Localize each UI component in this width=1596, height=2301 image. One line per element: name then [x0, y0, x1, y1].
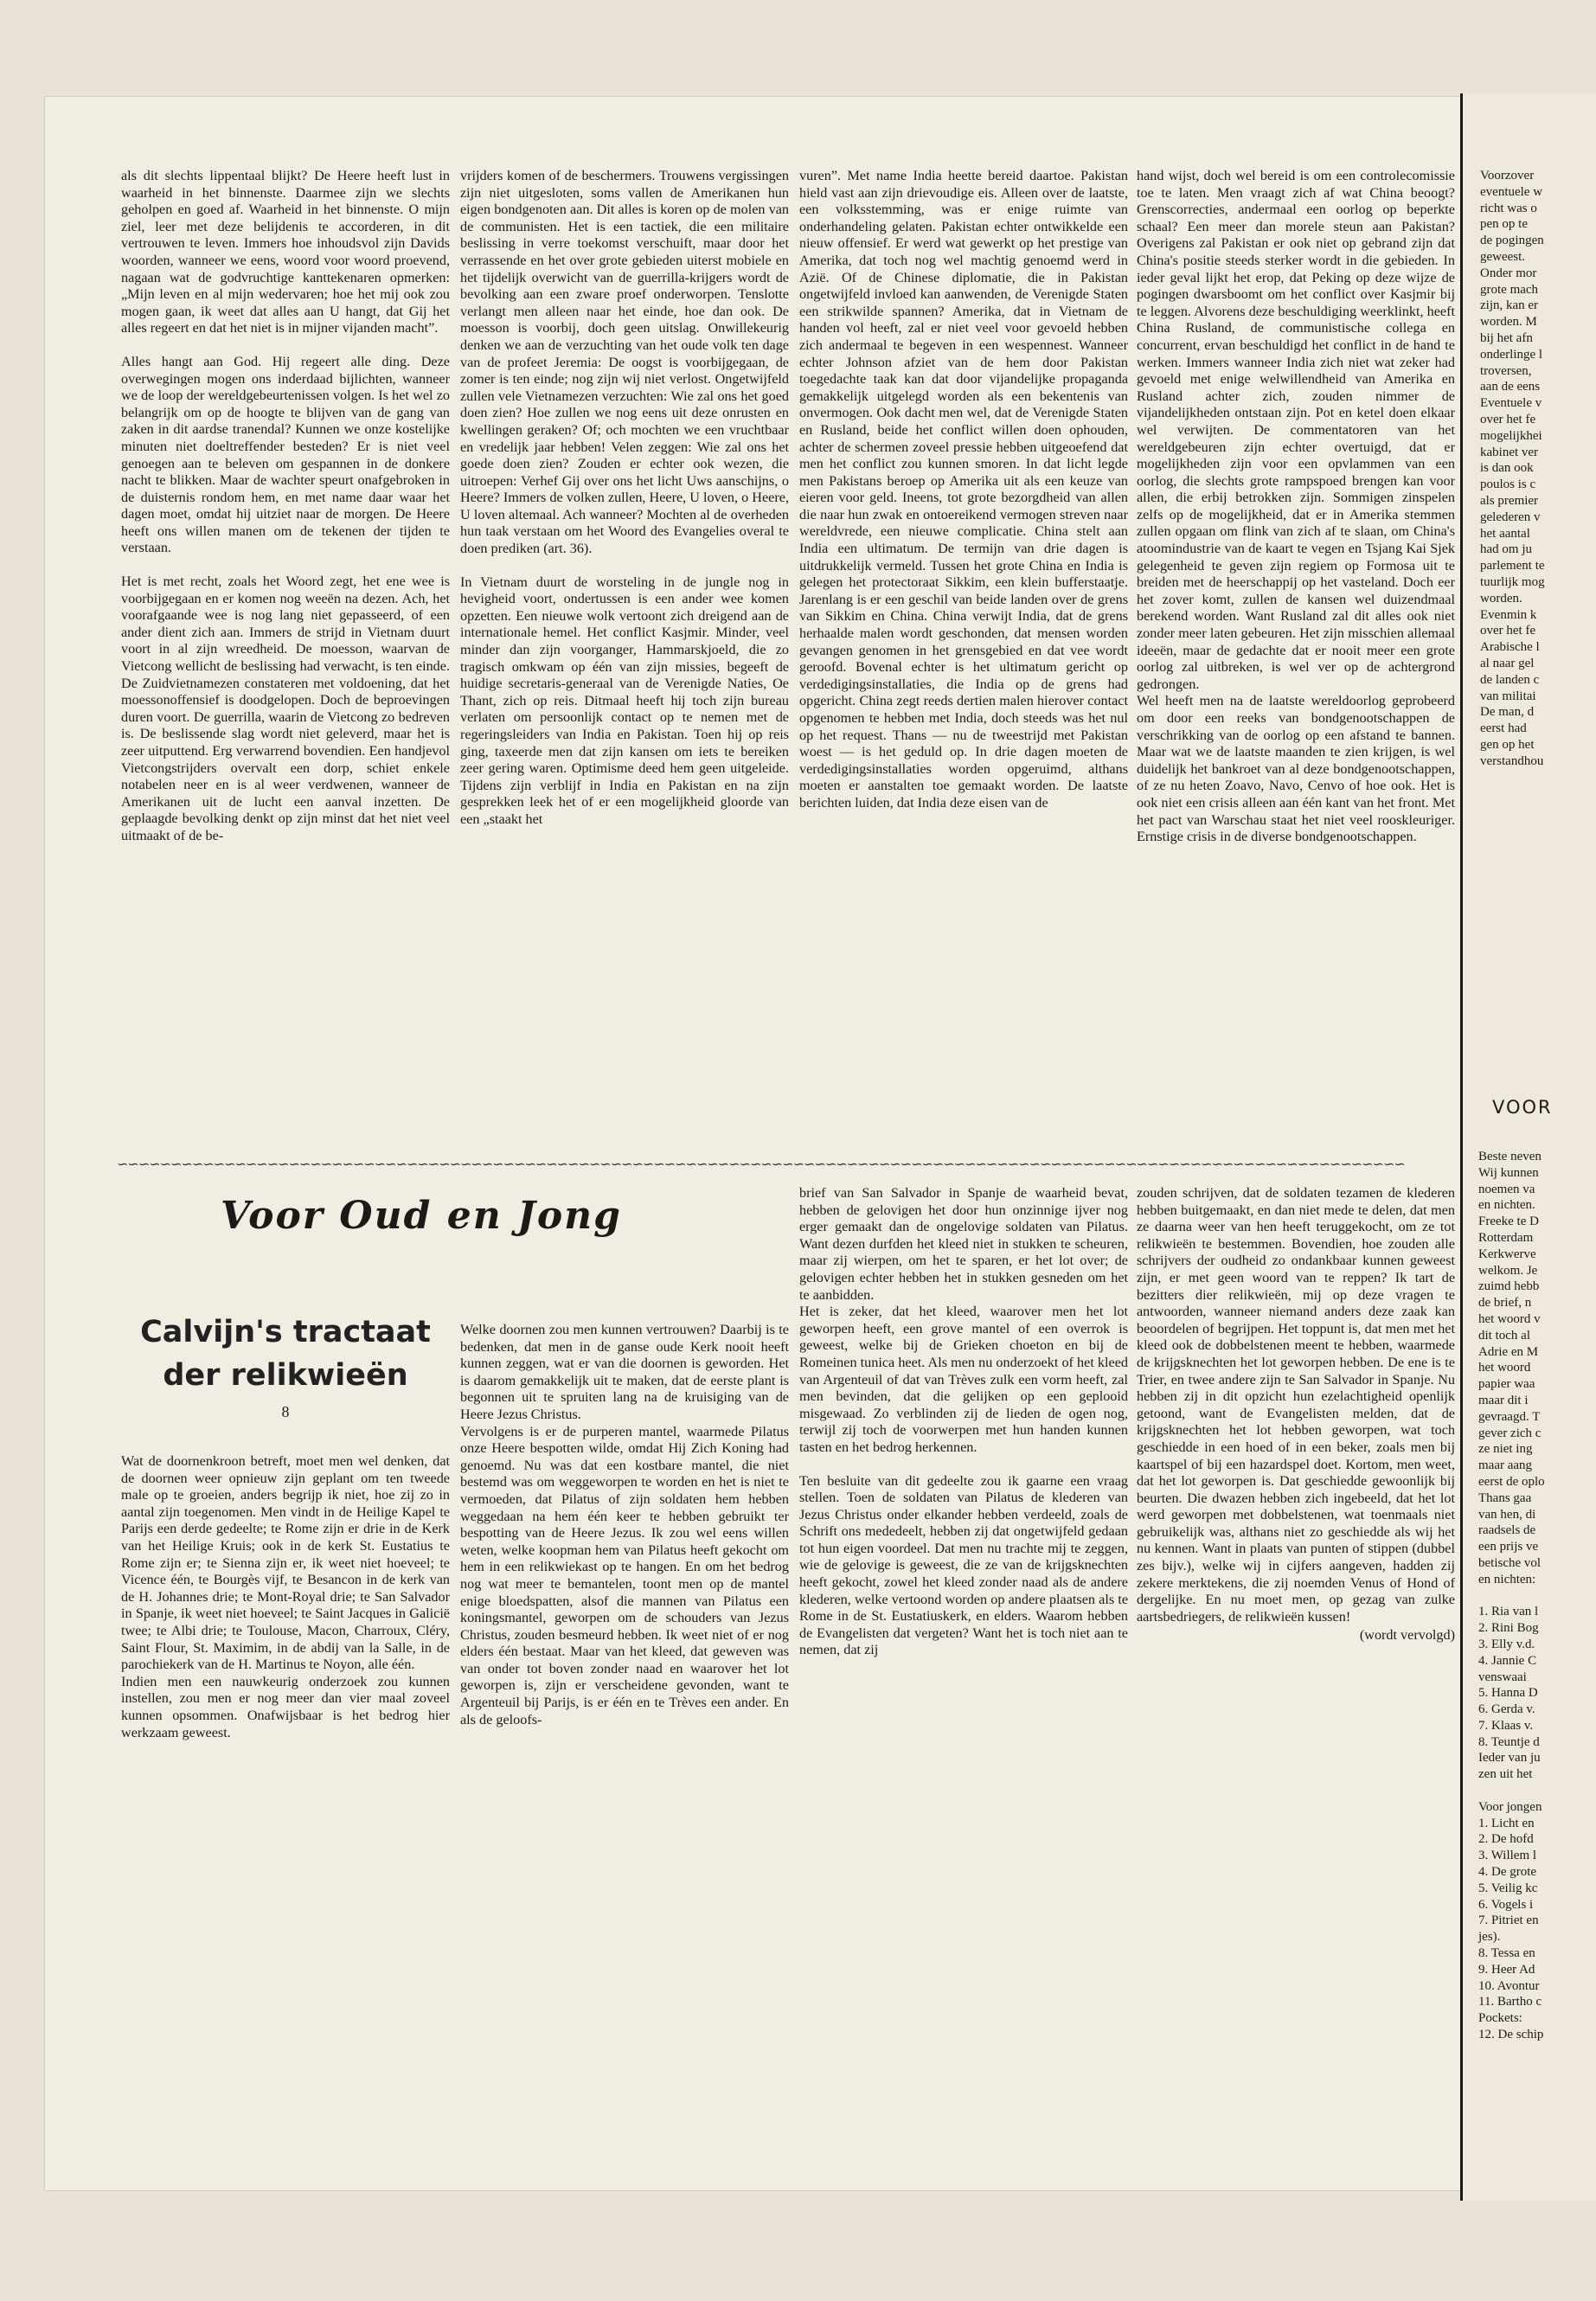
edge-text-line: 8. Tessa en	[1478, 1946, 1535, 1961]
adjacent-page-text-bottom	[1478, 1149, 1545, 2043]
edge-text-line: en nichten:	[1478, 1572, 1536, 1586]
edge-text-line: over het fe	[1480, 624, 1536, 638]
paragraph: als dit slechts lippentaal blijkt? De Heere heeft lust in waarheid in het binnenste. Daarmee zijn we slechts geholpen en goed af. Waarheid in het binnenste. O mijn ziel, leer met deze belijdenis te accorderen, in dit vertrouwen te leven. Immers hoe inhoudsvol zijn Davids woorden, wanneer we eens, woord voor woord proevend, nagaan wat de godvruchtige kanttekenaren opmerken: „Mijn leven en al mijn wedervaren; hoe het mij ook zou mogen gaan, ik weet dat alles aan U hangt, dat Gij het alles regeert en dat het niet is in mijner vijanden macht”.	[121, 168, 450, 336]
edge-text-line: Ieder van ju	[1478, 1751, 1541, 1766]
edge-text-line: tuurlijk mog	[1480, 574, 1545, 589]
edge-text-line: van hen, di	[1478, 1507, 1536, 1522]
edge-text-line: parlement te	[1480, 559, 1545, 574]
continued-note: (wordt vervolgd)	[1359, 1627, 1455, 1644]
adjacent-page-text-top	[1480, 168, 1545, 769]
paragraph: Alles hangt aan God. Hij regeert alle ding. Deze overwegingen mogen ons inderdaad bijlichten, wanneer we de loop der wereldgebeurtenissen volgen. Is het wel zo belangrijk om op de hoogte te blijven van de gang van zaken in dit aardse tranendal? Kunnen we onze kostelijke minuten niet doeltreffender besteden? Er is niet veel genoegen aan te beleven om gespannen in de donkere nacht te blikken. Maar de wachter speurt onafgebroken in de duisternis rondom hem, en met name daar waar het dagen moet, omdat hij uitziet naar de morgen. De Heere heeft ons willen manen om de tekenen der tijden te verstaan.	[121, 353, 450, 556]
edge-text-line: eerst had	[1480, 721, 1527, 736]
edge-text-line: 2. Rini Bog	[1478, 1621, 1539, 1636]
edge-text-line: al naar gel	[1480, 656, 1535, 670]
edge-text-line: had om ju	[1480, 542, 1532, 557]
edge-text-line: 10. Avontur	[1478, 1978, 1540, 1993]
installment-number: 8	[281, 1403, 290, 1420]
edge-text-line: over het fe	[1480, 412, 1536, 426]
edge-text-line: de pogingen	[1480, 234, 1544, 248]
edge-text-line: troversen,	[1480, 363, 1532, 378]
edge-text-line: verstandhou	[1480, 753, 1544, 768]
article-column-1	[121, 168, 450, 862]
ornamental-divider: ∽∽∽∽∽∽∽∽∽∽∽∽∽∽∽∽∽∽∽∽∽∽∽∽∽∽∽∽∽∽∽∽∽∽∽∽∽∽∽∽∽∽∽∽∽∽∽∽∽∽∽∽∽∽∽∽∽∽∽∽∽∽∽∽∽∽∽∽∽∽∽∽∽∽∽∽∽∽∽∽∽∽∽∽∽∽∽∽∽∽∽∽∽∽∽∽∽∽∽∽∽∽∽∽∽∽∽∽∽∽∽∽∽∽∽∽∽∽∽∽	[117, 1159, 1405, 1171]
edge-text-line: gen op het	[1480, 737, 1535, 752]
edge-text-line: 4. De grote	[1478, 1865, 1537, 1880]
edge-text-line: 5. Hanna D	[1478, 1686, 1538, 1701]
edge-text-line: de landen c	[1480, 672, 1540, 687]
edge-text-line: noemen va	[1478, 1182, 1535, 1196]
edge-text-line: maar aang	[1478, 1458, 1533, 1473]
edge-text-line: mogelijkhei	[1480, 428, 1542, 443]
edge-text-line: zijn, kan er	[1480, 298, 1539, 313]
edge-text-line: 3. Elly v.d.	[1478, 1637, 1535, 1651]
edge-text-line: het woord	[1478, 1361, 1531, 1375]
edge-text-line: Freeke te D	[1478, 1215, 1539, 1229]
paragraph: Indien men een nauwkeurig onderzoek zou kunnen instellen, zou men er nog meer dan vier maal zoveel kunnen opsommen. Onafwijsbaar is het bedrog hier werkzaam geweest.	[121, 1673, 450, 1740]
edge-text-line: het aantal	[1480, 526, 1530, 541]
edge-text-line	[1478, 1783, 1545, 1799]
edge-text-line: eventuele w	[1480, 184, 1543, 199]
edge-text-line: richt was o	[1480, 201, 1537, 215]
paragraph: Wat de doornenkroon betreft, moet men wel denken, dat de doornen weer opnieuw zijn geplant om ten tweede male op te groeien, anders begrijp ik niet, hoe zij zo in aantal zijn toegenomen. Men vindt in de Heilige Kapel te Parijs een derde gedeelte; te Rome zijn er drie in de Kerk van het Heilige Kruis; ook in de kerk St. Eustatius te Rome zijn er; te Sienna zijn er, ik weet niet hoeveel; te Vicence één, te Bourgès vijf, te Besancon in de kerk van de H. Johannes drie; te Mont-Royal drie; te San Salvador in Spanje, ik weet niet hoeveel; te Saint Jacques in Galicië twee; te Albi drie; te Toulouse, Macon, Charroux, Cléry, Saint Flour, St. Maximim, in de abdij van la Salle, in de parochiekerk van de H. Martinus te Noyon, alle één.	[121, 1453, 450, 1673]
section-column-3	[799, 1185, 1128, 1676]
edge-text-line: Beste neven	[1478, 1150, 1542, 1163]
paragraph: brief van San Salvador in Spanje de waarheid bevat, hebben de gelovigen het door hun onzinnige ijver nog erger gemaakt dan de ongelovige soldaten van Pilatus. Want dezen durfden het kleed niet in stukken te scheuren, maar zij wierpen, om het te sparen, er het lot over; de gelovigen echter hebben het in stukken gesneden om het te aanbidden.	[799, 1185, 1128, 1303]
edge-text-line: Onder mor	[1480, 266, 1537, 280]
edge-text-line: worden. M	[1480, 315, 1537, 330]
edge-text-line: Voor jongen	[1478, 1799, 1542, 1814]
edge-text-line: 7. Pitriet en	[1478, 1913, 1539, 1928]
article-column-3	[799, 168, 1128, 829]
edge-text-line: Wij kunnen	[1478, 1165, 1539, 1180]
edge-text-line: grote mach	[1480, 282, 1539, 297]
paragraph: vrijders komen of de beschermers. Trouwens vergissingen zijn niet uitgesloten, soms vallen de Amerikanen hun eigen bondgenoten aan. Dit alles is koren op de molen van de communisten. Het is een tactiek, die een militaire beslissing in verre toekomst verschuift, maar door het verrassende en het over grote gebieden uiterst mobiele en het tijdelijk overwicht van de guerrilla-krijgers wordt de bevolking aan een zware proef onderworpen. Tenslotte verlangt men alleen naar het einde, hoe dan ook. De moesson is voorbij, doch geen uitslag. Onwillekeurig denken we aan de verzuchting van het oude volk ten dage van de profeet Jeremia: De oogst is voorbijgegaan, de zomer is ten einde; nog zijn wij niet verlost. Ongetwijfeld zullen vele Vietnamezen verzuchten: Wie zal ons het goed doen zien? Hoe zullen we nog eens uit deze onrusten en kwellingen geraken? Of; och mochten we een vruchtbaar en vredelijk jaar hebben! Velen zeggen: Wie zal ons het goede doen zien? Zouden er echter ook wezen, die uitroepen: Verhef Gij over ons het licht Uws aanschijns, o Heere? Immers de volken zullen, Heere, U loven, o Heere, U loven altemaal. Ach wanneer? Mochten al de overheden hun taak verstaan om het Woord des Evangelies overal te doen prediken (art. 36).	[460, 168, 789, 557]
edge-text-line: 2. De hofd	[1478, 1832, 1534, 1847]
edge-text-line: een prijs ve	[1478, 1540, 1539, 1554]
edge-text-line: zen uit het	[1478, 1767, 1533, 1782]
edge-text-line: pen op te	[1480, 217, 1528, 232]
edge-text-line: worden.	[1480, 591, 1522, 606]
article-column-2	[460, 168, 789, 845]
edge-text-line: 1. Ria van l	[1478, 1605, 1539, 1619]
edge-text-line: gelederen v	[1480, 510, 1541, 524]
edge-text-line: jes).	[1478, 1930, 1501, 1945]
edge-text-line: als premier	[1480, 493, 1539, 508]
paragraph: Het is met recht, zoals het Woord zegt, het ene wee is voorbijgegaan en er komen nog weeën na dezen. Ach, het voorafgaande wee is nog lang niet gepasseerd, of een ander dient zich aan. Immers de strijd in Vietnam duurt voort in al zijn wreedheid. De moesson, waarvan de Vietcong wellicht de beslissing had verwacht, is ten einde. De Zuidvietnamezen constateren met voldoening, dat het moessonoffensief is doodgelopen. Doch de beproevingen duren voort. De guerrilla, waarin de Vietcong zo bedreven is. De beslissende slag wordt niet geleverd, maar het is zeer uitputtend. Erg verwarrend bovendien. Een handjevol Vietcongstrijders overvalt een dorp, schiet enkele notabelen neer en is al weer verdwenen, wanneer de Amerikanen uit de lucht een aanval inzetten. De geplaagde bevolking denkt op zijn minst dat het niet veel uitmaakt of de be-	[121, 574, 450, 843]
section-column-2	[460, 1322, 789, 1745]
edge-text-line: raadsels de	[1478, 1523, 1536, 1538]
edge-text-line: eerst de oplo	[1478, 1474, 1545, 1489]
edge-text-line: 3. Willem l	[1478, 1849, 1537, 1863]
edge-text-line: 12. De schip	[1478, 2028, 1544, 2042]
paragraph: In Vietnam duurt de worsteling in de jungle nog in hevigheid voort, ondertussen is een ander wee komen opzetten. Een nieuwe wolk vertoont zich dreigend aan de internationale hemel. Het conflict Kasjmir. Minder, veel minder dan zijn voorganger, Hammarskjoeld, die zo tragisch omkwam op één van zijn missies, begeeft de huidige secretaris-generaal van de Verenigde Naties, Oe Thant, zich op reis. Ditmaal heeft hij toch zijn bureau verlaten om persoonlijk contact op te nemen met de regeringsleiders van India en Pakistan. Toen hij op reis ging, taxeerde men dat zijn kansen om iets te bereiken zeer gering waren. Optimisme deed hem geen uitgeleide. Tijdens zijn verblijf in India en Pakistan en na zijn gesprekken leek het of er een mogelijkheid gloorde van een „staakt het	[460, 574, 789, 827]
edge-text-line: 7. Klaas v.	[1478, 1718, 1534, 1733]
edge-text-line: 4. Jannie C	[1478, 1653, 1537, 1668]
edge-text-line: Arabische l	[1480, 640, 1540, 655]
edge-text-line: Pockets:	[1478, 2011, 1522, 2026]
edge-text-line: De man, d	[1480, 705, 1535, 720]
edge-text-line: betische vol	[1478, 1555, 1542, 1570]
edge-text-line: gever zich c	[1478, 1426, 1542, 1440]
section-column-1	[121, 1453, 450, 1758]
edge-text-line: Voorzover	[1480, 169, 1535, 183]
paragraph: Welke doornen zou men kunnen vertrouwen? Daarbij is te bedenken, dat men in de ganse oude Kerk nooit heeft kunnen zeggen, wat er van die doornen is geworden. Het is daarom gemakkelijk uit te maken, dat de eerste plant is begonnen uit te spruiten lang na de kruisiging van de Heere Jezus Christus.	[460, 1322, 789, 1422]
edge-text-line: 6. Vogels i	[1478, 1897, 1534, 1912]
adjacent-page-edge	[1460, 93, 1596, 2201]
edge-text-line: 8. Teuntje d	[1478, 1734, 1540, 1749]
edge-text-line: kabinet ver	[1480, 445, 1539, 459]
section-title: Voor Oud en Jong	[221, 1194, 622, 1238]
edge-text-line: gevraagd. T	[1478, 1409, 1541, 1424]
edge-text-line: welkom. Je	[1478, 1263, 1538, 1278]
edge-text-line: onderlinge l	[1480, 347, 1543, 362]
edge-text-line: papier waa	[1478, 1377, 1535, 1392]
edge-text-line: 1. Licht en	[1478, 1816, 1535, 1830]
paragraph: Het is zeker, dat het kleed, waarover men het lot geworpen heeft, een grove mantel of een overrok is geweest, welke bij de Grieken choeton en bij de Romeinen tunica heet. Als men nu onderzoekt of het kleed van Argenteuil of dat van Trèves zulk een vorm heeft, zal men bevinden, dat die gelijken op een geplooid misgewaad. Zo verblinden zij de lieden de ogen nog, terwijl zij toch de voorwerpen met hun handen kunnen tasten en het bedrog herkennen.	[799, 1304, 1128, 1455]
edge-text-line: Kerkwerve	[1478, 1247, 1536, 1261]
edge-text-line: 11. Bartho c	[1478, 1995, 1542, 2009]
edge-text-line: 9. Heer Ad	[1478, 1962, 1535, 1977]
edge-text-line: dit toch al	[1478, 1328, 1530, 1343]
section-column-4	[1137, 1185, 1455, 1644]
edge-text-line: 6. Gerda v.	[1478, 1702, 1535, 1717]
edge-text-line: zuimd hebb	[1478, 1279, 1540, 1294]
adjacent-page-heading: VOOR	[1492, 1097, 1553, 1118]
paragraph: Wel heeft men na de laatste wereldoorlog geprobeerd om door een reeks van bondgenootschappen de verschrikking van de oorlog op een afstand te bannen. Maar wat we de laatste maanden te zien krijgen, is wel duidelijk het bankroet van al deze bondgenootschappen, of ze nu heten Zoavo, Navo, Cenvo of hoe ook. Het is ook niet een crisis alleen aan één kant van het front. Met het pact van Warschau staat het niet veel rooskleuriger. Ernstige crisis in de diverse bondgenootschappen.	[1137, 693, 1455, 845]
edge-text-line: ze niet ing	[1478, 1442, 1533, 1457]
paragraph: Vervolgens is er de purperen mantel, waarmede Pilatus onze Heere bespotten wilde, omdat Hij Zich Koning had genoemd. Nu was dat een kostbare mantel, die niet bestemd was om weggeworpen te worden en het is niet te vermoeden, dat Pilatus of zijn soldaten hem hebben weggedaan na hem één keer te hebben gebruikt ter bespotting van de Heere Jezus. Ik zou wel eens willen weten, welke koopman hem van Pilatus heeft gekocht om hem in een relikwiekast op te hangen. En om het bedrog nog wat meer te bemantelen, toont men op de mantel enige bloedspatten, alsof die mannen van Pilatus een koningsmantel, geworpen om de schouders van Jezus Christus, zouden besmeurd hebben. Ik weet niet of er nog elders één bestaat. Maar van het kleed, dat geweven was van onder tot boven zonder naad en waarover het lot geworpen is, zijn er verscheidene gevonden, want te Argenteuil bij Parijs, is er één en te Trèves een ander. En als de geloofs-	[460, 1423, 789, 1727]
paragraph: hand wijst, doch wel bereid is om een controlecomissie toe te laten. Men vraagt zich af wat China beoogt? Grenscorrecties, andermaal een oorlog op beperkte schaal? Een meer dan morele steun aan Pakistan? Overigens zal Pakistan er ook niet op gebrand zijn dat China's positie steeds sterker wordt in die gebieden. In ieder geval lijkt het erop, dat Peking op deze wijze de pogingen dwarsboomt om het conflict over Kasjmir bij te leggen. Alvorens deze beschuldiging weerklinkt, heeft China Rusland, de communistische collega en concurrent, ervan beschuldigd het conflict in de hand te werken. Immers wanneer India zich niet wat zeker had gevoeld met enige welwillendheid van Amerika en Rusland achter zich, zouden nimmer de vijandelijkheden ontstaan zijn. Pot en ketel doen elkaar wel verwijten. De commentatoren van het wereldgebeuren zijn echter overtuigd, dat er mogelijkheden zijn voor een opvlammen van een oorlog, die slechts grote rampspoed brengen kan voor allen, die erbij betrokken zijn. Sommigen zinspelen zelfs op de mogelijkheid, dat er in Amerika stemmen zullen opgaan om flink van zich af te slaan, om China's atoomindustrie van de kaart te vegen en Tsjang Kai Sjek gelegenheid te geven zijn regiem op Formosa uit te breiden met de heerschappij op het vasteland. Doch eer het zover komt, zullen de kansen wel duizendmaal berekend worden. Want Rusland zal dit alles ook niet zonder meer laten gebeuren. Het zijn misschien allemaal ideeën, maar de gedachte dat er nooit meer een grote oorlog zal uitbreken, is wel ver op de achtergrond gedrongen.	[1137, 168, 1455, 692]
paragraph: zouden schrijven, dat de soldaten tezamen de klederen hebben buitgemaakt, en dan niet mede te delen, dat men ze daarna weer van hen heeft teruggekocht, om ze tot relikwieën te bestemmen. Bovendien, hoe zouden alle schrijvers der oudheid zo ondankbaar kunnen geweest zijn, er met geen woord van te reppen? Ik tart de bezitters dier relikwieën, mij op deze vragen te antwoorden, wanneer niemand anders deze zaak kan beoordelen of begrijpen. Het toppunt is, dat men met het kleed ook de dobbelstenen meent te hebben, waarmede de krijgsknechten het lot geworpen hebben. De ene is te Trier, en twee andere zijn te San Salvador in Spanje. Nu hebben zij in dit opzicht hun ezelachtigheid openlijk getoond, want de Evangelisten melden, dat de krijgsknechten het lot hebben geworpen, wat toch geschiedde in een hoed of in een beker, zoals men bij kaartspel of bij een hazardspel doet. Kortom, men weet, dat het lot geworpen is. Dat geschiedde gewoonlijk bij beurten. Die dwazen hebben zich ingebeeld, dat het lot werd geworpen met dobbelstenen, wat toenmaals niet gebruikelijk was, althans niet zo geschiedde als wij het nu kennen. Want in plaats van punten of stippen (dubbel zes bijv.), welke wij in cijfers aangeven, hadden zij zekere merktekens, die zij noemden Venus of Hond of dergelijke. En nu moet men, op gezag van zulke aartsbedriegers, de relikwieën kussen!	[1137, 1185, 1455, 1625]
edge-text-line: is dan ook	[1480, 461, 1534, 476]
edge-text-line: 5. Veilig kc	[1478, 1881, 1538, 1895]
edge-text-line: venswaai	[1478, 1670, 1527, 1684]
article-column-4	[1137, 168, 1455, 862]
edge-text-line: maar dit i	[1478, 1393, 1529, 1407]
edge-text-line: het woord v	[1478, 1311, 1541, 1326]
edge-text-line: aan de eens	[1480, 380, 1541, 394]
paragraph: vuren”. Met name India heette bereid daartoe. Pakistan hield vast aan zijn drievoudige eis. Alleen over de laatste, een volksstemming, was er enige ruimte van onderhandeling gelaten. Pakistan echter ontwikkelde een nieuw offensief. Er werd wat gewerkt op het prestige van Amerika, dat toch nog wel machtig genoemd werd in Azië. Of de Chinese diplomatie, die in Pakistan ongetwijfeld invloed kan aanwenden, de Verenigde Staten een strikwilde spannen? Amerika, dat in Vietnam de handen vol heeft, zal er niet veel voor gevoeld hebben zich andermaal te begeven in een wespennest. Wanneer echter Johnson afziet van de hem door Pakistan toegedachte taak kan dat door vijandelijke propaganda gemakkelijk uitgelegd worden als een bekentenis van onvermogen. Ook dacht men wel, dat de Verenigde Staten en Rusland, beide het conflict willen doen ophouden, achter de schermen zoveel pressie hebben uitgeoefend dat men het conflict zou kunnen smoren. In dat licht legde men Pakistans beroep op Amerika uit als een keuze van eieren voor geld. Ineens, tot grote bezorgdheid van allen die naar hun zwak en ontoereikend vermogen streven naar wereldvrede, een nieuwe complicatie. China stelt aan India een ultimatum. De termijn van drie dagen is uitdrukkelijk vermeld. Tussen het grote China en India is gelegen het protectoraat Sikkim, een klein bufferstaatje. Jarenlang is er een geschil van beide landen over de grens van Sikkim en China. China verwijt India, dat de grens herhaalde malen wordt geschonden, dat mensen worden gevangen genomen in het grensgebied en dat vee wordt geroofd. Bovenal echter is het ultimatum gericht op verdedigingsinstallaties, die India op de grens had opgericht. China zegt reeds dertien malen hierover contact opgenomen te hebben met India, doch steeds was het nul op het request. Thans — nu de tweestrijd met Pakistan woest — is het geduld op. In drie dagen moeten de verdedigingsinstallaties worden opgeruimd, althans moeten er aanstalten toe gemaakt worden. De laatste berichten luiden, dat India deze eisen van de	[799, 168, 1128, 811]
edge-text-line: en nichten.	[1478, 1198, 1535, 1213]
article-heading-line: der relikwieën	[163, 1358, 408, 1393]
edge-text-line: poulos is c	[1480, 478, 1536, 492]
edge-text-line: geweest.	[1480, 249, 1526, 264]
edge-text-line: Thans gaa	[1478, 1490, 1532, 1505]
edge-text-line: Eventuele v	[1480, 396, 1542, 411]
edge-text-line	[1478, 1588, 1545, 1605]
edge-text-line: de brief, n	[1478, 1296, 1532, 1311]
edge-text-line: Evenmin k	[1480, 607, 1537, 622]
edge-text-line: Adrie en M	[1478, 1344, 1539, 1359]
edge-text-line: bij het afn	[1480, 330, 1533, 345]
edge-text-line: van militai	[1480, 689, 1536, 703]
article-heading	[121, 1311, 450, 1397]
article-heading-line: Calvijn's tractaat	[140, 1315, 431, 1349]
edge-text-line: Rotterdam	[1478, 1230, 1534, 1245]
paragraph: Ten besluite van dit gedeelte zou ik gaarne een vraag stellen. Toen de soldaten van Pilatus de klederen van Jezus Christus onder elkander hebben verdeeld, zoals de Schrift ons mededeelt, hebben zij dat ongetwijfeld gedaan tot hun eigen voordeel. Dat men nu trachte mij te zeggen, wie de gelovige is geweest, die ze van de krijgsknechten heeft gekocht, zowel het kleed zonder naad als de andere klederen, welke vertoond worden op andere plaatsen als te Rome in de St. Eustatiuskerk, en elders. Waarom hebben de Evangelisten dat vergeten? Want het is toch niet aan te nemen, dat zij	[799, 1472, 1128, 1658]
